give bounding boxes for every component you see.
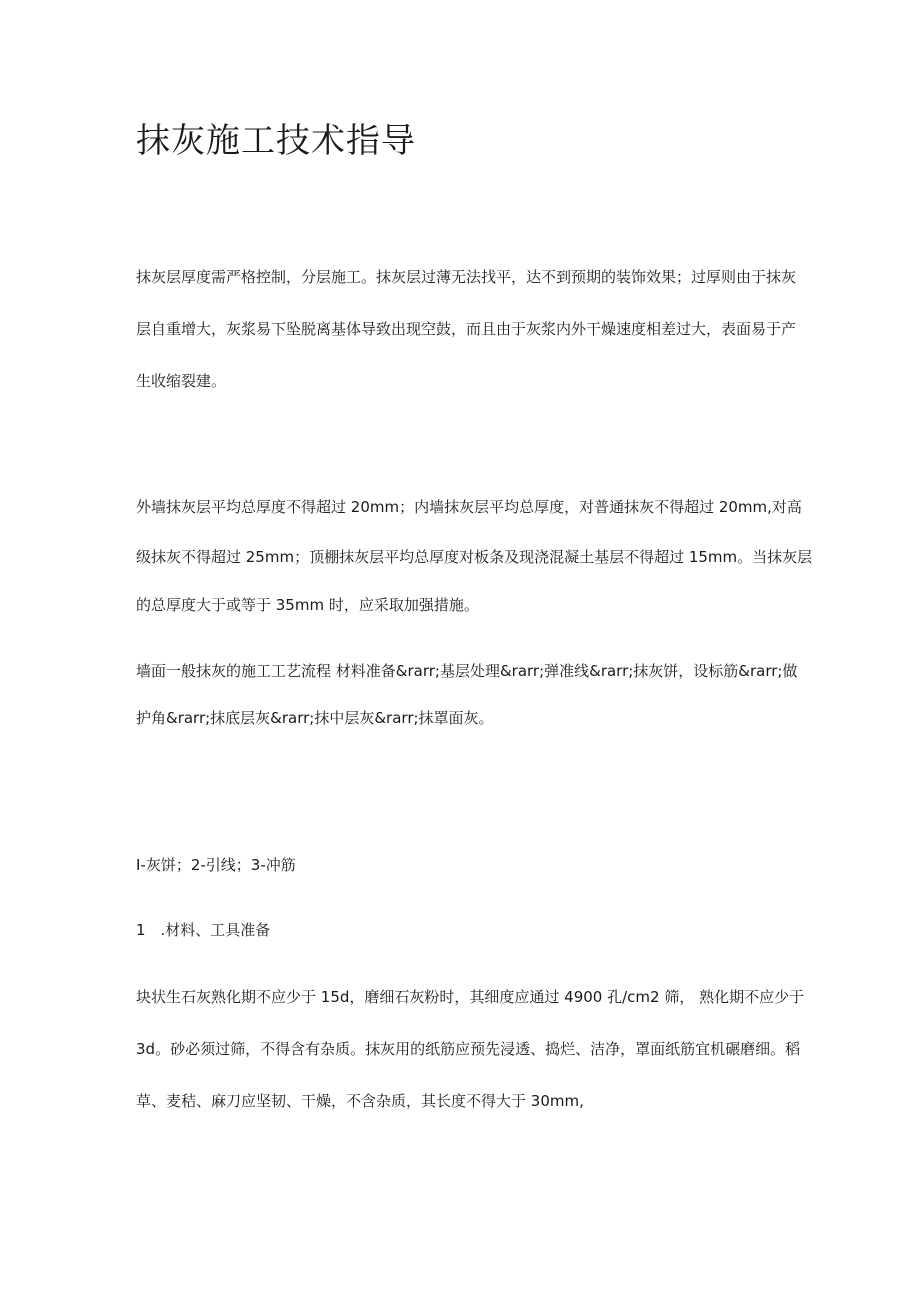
paragraph-line: 抹灰层厚度需严格控制，分层施工。抹灰层过薄无法找平，达不到预期的装饰效果；过厚则由于抹灰 xyxy=(136,268,797,286)
page-title: 抹灰施工技术指导 xyxy=(136,121,416,161)
paragraph-line: 草、麦秸、麻刀应坚韧、干燥，不含杂质，其长度不得大于 30mm, xyxy=(136,1092,584,1110)
paragraph-line: 块状生石灰熟化期不应少于 15d，磨细石灰粉时，其细度应通过 4900 孔/cm2 筛， 熟化期不应少于 xyxy=(136,988,805,1006)
paragraph-line: 外墙抹灰层平均总厚度不得超过 20mm；内墙抹灰层平均总厚度，对普通抹灰不得超过 20mm,对高 xyxy=(136,498,802,516)
section-heading: 1 .材料、工具准备 xyxy=(136,921,271,939)
figure-legend: I-灰饼；2-引线；3-冲筋 xyxy=(136,856,296,874)
paragraph-line: 的总厚度大于或等于 35mm 时，应采取加强措施。 xyxy=(136,596,479,614)
paragraph-line: 3d。砂必须过筛，不得含有杂质。抹灰用的纸筋应预先浸透、捣烂、洁净，罩面纸筋宜机碾磨细。稻 xyxy=(136,1040,801,1058)
paragraph-line: 护角&rarr;抹底层灰&rarr;抹中层灰&rarr;抹罩面灰。 xyxy=(136,709,494,727)
paragraph-line: 级抹灰不得超过 25mm；顶棚抹灰层平均总厚度对板条及现浇混凝土基层不得超过 15mm。当抹灰层 xyxy=(136,548,813,566)
paragraph-line: 层自重增大，灰浆易下坠脱离基体导致出现空鼓，而且由于灰浆内外干燥速度相差过大，表面易于产 xyxy=(136,320,797,338)
paragraph-line: 生收缩裂建。 xyxy=(136,372,227,390)
paragraph-line: 墙面一般抹灰的施工工艺流程 材料准备&rarr;基层处理&rarr;弹准线&rarr;抹灰饼，设标筋&rarr;做 xyxy=(136,662,798,680)
